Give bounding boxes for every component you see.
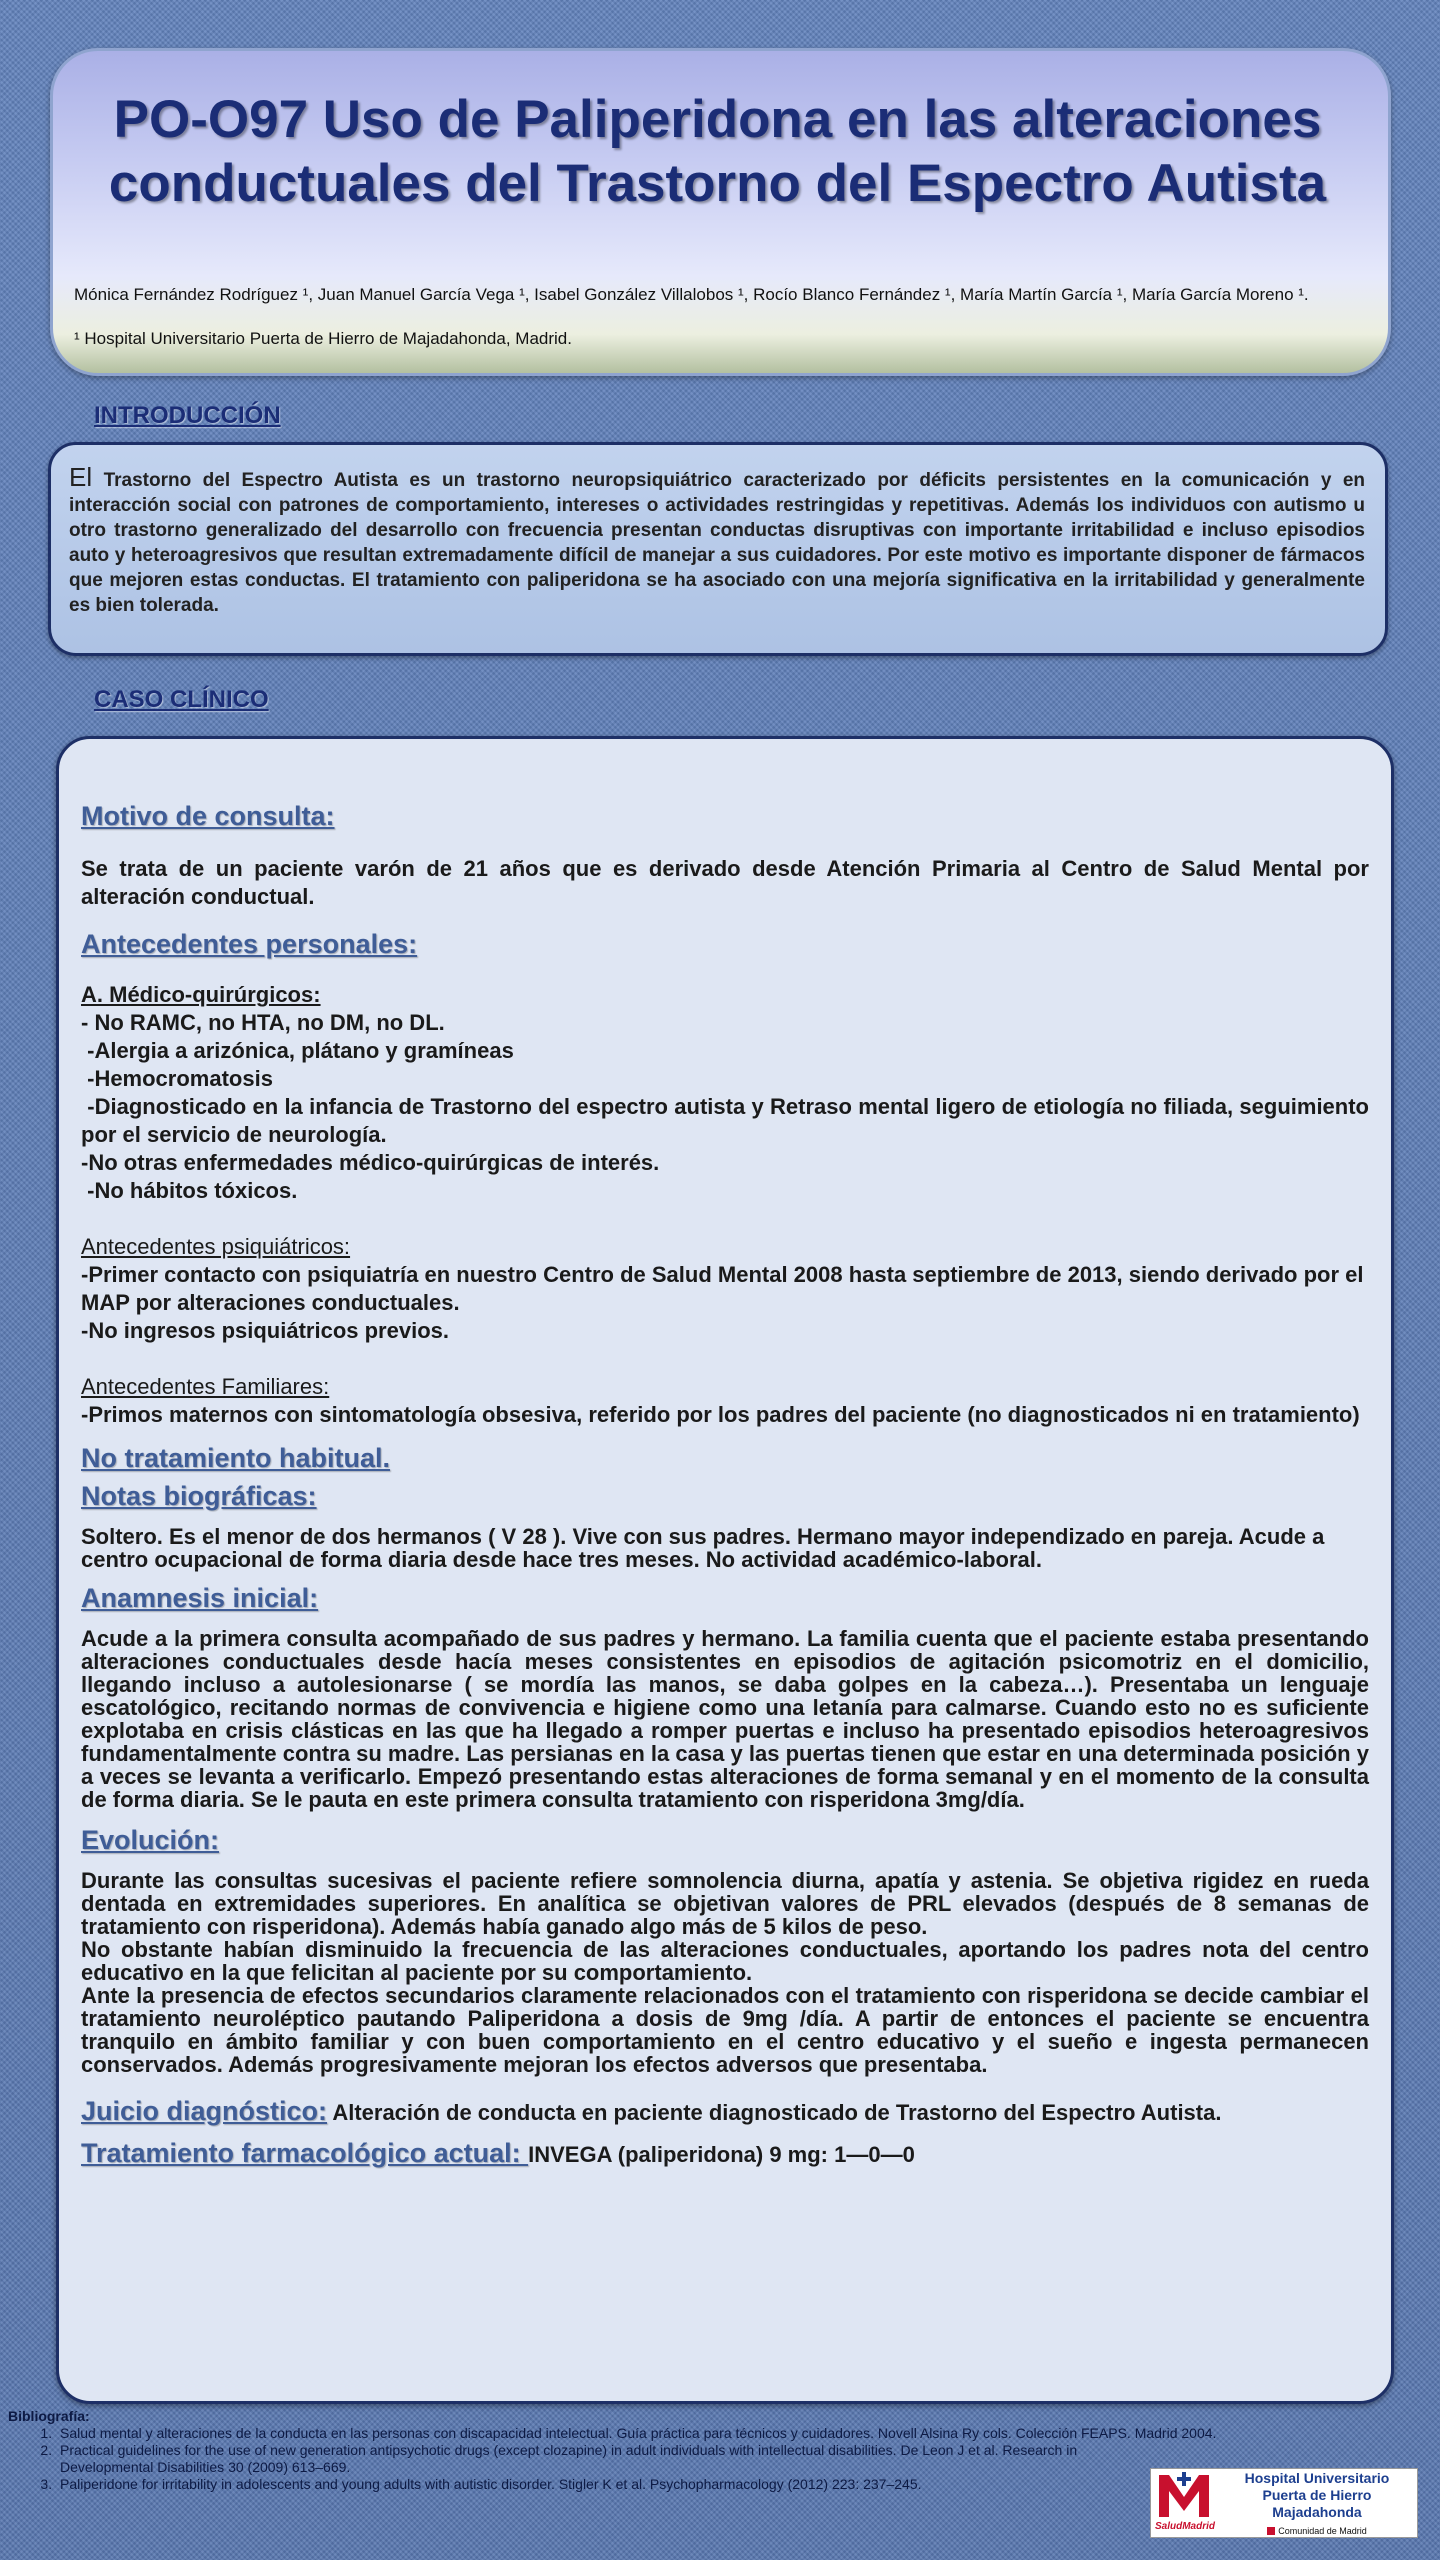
- medico-item: -No otras enfermedades médico-quirúrgicas de interés.: [81, 1150, 660, 1175]
- no-tratamiento-heading: No tratamiento habitual.: [81, 1443, 391, 1473]
- case-label: CASO CLÍNICO: [94, 686, 269, 713]
- authors: Mónica Fernández Rodríguez ¹, Juan Manuel García Vega ¹, Isabel González Villalobos ¹, Rocío Blanco Fernández ¹, María Martín García ¹, María García Moreno ¹.: [74, 285, 1309, 304]
- anamnesis-heading: Anamnesis inicial:: [81, 1583, 319, 1613]
- antecedentes-heading: Antecedentes personales:: [81, 929, 418, 959]
- motivo-heading: Motivo de consulta:: [81, 801, 335, 831]
- bibliography-item: 1. Salud mental y alteraciones de la conducta en las personas con discapacidad intelectual. Guía práctica para técnicos y cuidadores. Novell Alsina Ry cols. Colección FEAPS. Madrid 2004.: [56, 2425, 1388, 2442]
- logo-line-1: Hospital Universitario: [1244, 2469, 1390, 2486]
- juicio-heading: Juicio diagnóstico:: [81, 2096, 328, 2126]
- motivo-text: Se trata de un paciente varón de 21 años que es derivado desde Atención Primaria al Centro de Salud Mental por alteración conductual.: [81, 856, 1369, 909]
- hospital-logo: [1150, 2468, 1418, 2538]
- medico-item: -Diagnosticado en la infancia de Trastorno del espectro autista y Retraso mental ligero de etiología no filiada, seguimiento por el servicio de neurología.: [81, 1094, 1376, 1147]
- medico-item: -No hábitos tóxicos.: [81, 1178, 298, 1203]
- medico-item: -Hemocromatosis: [81, 1066, 273, 1091]
- logo-line-3-text: Comunidad de Madrid: [1278, 2525, 1367, 2536]
- hospital-logo-mark: [1151, 2469, 1217, 2537]
- case-box: [56, 736, 1394, 2404]
- tratamiento-heading: Tratamiento farmacológico actual:: [81, 2138, 529, 2168]
- evolucion-paragraph: No obstante habían disminuido la frecuencia de las alteraciones conductuales, aportando los padres nota del centro educativo en la que felicitan al paciente por su comportamiento.: [81, 1937, 1369, 1985]
- intro-box: [48, 442, 1388, 656]
- medico-heading: A. Médico-quirúrgicos:: [81, 982, 321, 1007]
- psiq-item: -Primer contacto con psiquiatría en nuestro Centro de Salud Mental 2008 hasta septiembre de 2013, siendo derivado por el MAP por alteraciones conductuales.: [81, 1262, 1364, 1315]
- intro-body: Trastorno del Espectro Autista es un trastorno neuropsiquiátrico caracterizado por déficits persistentes en la comunicación y en interacción social con patrones de comportamiento, intereses o actividades restringidas y repetitivas. Además los individuos con autismo u otro trastorno generalizado del desarrollo con frecuencia presentan conductas disruptivas con importante irritabilidad e incluso episodios auto y heteroagresivos que resultan extremadamente difícil de manejar a sus cuidadores. Por este motivo es importante disponer de fármacos que mejoren estas conductas. El tratamiento con paliperidona se ha asociado con una mejoría significativa en la irritabilidad y generalmente es bien tolerada.: [69, 470, 1365, 616]
- medico-item: -Alergia a arizónica, plátano y gramíneas: [81, 1038, 514, 1063]
- logo-line-3: [1217, 2525, 1417, 2537]
- salud-madrid-brand: SaludMadrid: [1155, 2521, 1216, 2532]
- fam-text: -Primos maternos con sintomatología obsesiva, referido por los padres del paciente (no diagnosticados ni en tratamiento): [81, 1402, 1360, 1427]
- psiq-item: -No ingresos psiquiátricos previos.: [81, 1318, 449, 1343]
- bibliography-title: Bibliografía:: [8, 2408, 90, 2424]
- affiliation: ¹ Hospital Universitario Puerta de Hierro de Majadahonda, Madrid.: [74, 329, 572, 348]
- notas-text: Soltero. Es el menor de dos hermanos ( V 28 ). Vive con sus padres. Hermano mayor independizado en pareja. Acude a centro ocupacional de forma diaria desde hace tres meses. No actividad académico-laboral.: [81, 1524, 1325, 1572]
- bibliography-item: 2. Practical guidelines for the use of new generation antipsychotic drugs (except clozapine) in adult individuals with intellectual disabilities. De Leon J et al. Research in Developmental Disabilities 30 (2009) 613–669.: [56, 2442, 1388, 2476]
- fam-heading: Antecedentes Familiares:: [81, 1374, 330, 1399]
- juicio-text: Alteración de conducta en paciente diagnosticado de Trastorno del Espectro Autista.: [327, 2100, 1222, 2125]
- psiq-heading: Antecedentes psiquiátricos:: [81, 1234, 351, 1259]
- juicio-row: [81, 2094, 1369, 2128]
- logo-line-2: Puerta de Hierro Majadahonda: [1262, 2486, 1372, 2520]
- tratamiento-text: INVEGA (paliperidona) 9 mg: 1—0—0: [528, 2142, 915, 2167]
- poster-title: PO-O97 Uso de Paliperidona en las alteraciones conductuales del Trastorno del Espectro Autista: [108, 90, 1327, 213]
- hospital-logo-text: [1217, 2470, 1417, 2537]
- intro-label: INTRODUCCIÓN: [94, 402, 281, 429]
- tratamiento-row: [81, 2136, 1369, 2170]
- anamnesis-text: Acude a la primera consulta acompañado de sus padres y hermano. La familia cuenta que el paciente estaba presentando alteraciones conductuales desde hacía meses consistentes en episodios de agitación psicomotriz en el domicilio, llegando incluso a autolesionarse ( se mordía las manos, se daba golpes en la cabeza…). Presentaba un lenguaje escatológico, recitando normas de convivencia e higiene como una letanía para calmarse. Cuando esto no es suficiente explotaba en crisis clásticas en las que ha llegado a romper puertas e incluso ha presentado episodios heteroagresivos fundamentalmente contra su madre. Las persianas en la casa y las puertas tienen que estar en una determinada posición y a veces se levanta a verificarlo. Empezó presentando estas alteraciones de forma semanal y en el momento de la consulta de forma diaria. Se le pauta en este primera consulta tratamiento con risperidona 3mg/día.: [81, 1626, 1369, 1812]
- notas-heading: Notas biográficas:: [81, 1481, 317, 1511]
- evolucion-paragraph: Durante las consultas sucesivas el paciente refiere somnolencia diurna, apatía y astenia. Se objetiva rigidez en rueda dentada en extremidades superiores. En analítica se objetivan valores de PRL elevados (después de 8 semanas de tratamiento con risperidona). Además había ganado algo más de 5 kilos de peso.: [81, 1868, 1369, 1939]
- intro-first-word: El: [69, 462, 93, 492]
- salud-madrid-icon: [1151, 2469, 1217, 2521]
- medico-item: - No RAMC, no HTA, no DM, no DL.: [81, 1010, 445, 1035]
- madrid-flag-icon: [1267, 2527, 1275, 2535]
- bibliography-item: 3. Paliperidone for irritability in adolescents and young adults with autistic disorder. Stigler K et al. Psychopharmacology (2012) 223: 237–245.: [56, 2476, 1388, 2493]
- intro-text: [69, 462, 1365, 618]
- evolucion-heading: Evolución:: [81, 1825, 220, 1855]
- evolucion-paragraph: Ante la presencia de efectos secundarios claramente relacionados con el tratamiento con risperidona se decide cambiar el tratamiento neuroléptico pautando Paliperidona a dosis de 9mg /día. A partir de entonces el paciente se encuentra tranquilo en ámbito familiar y con buen comportamiento en el centro educativo y el sueño e ingesta permanecen conservados. Además progresivamente mejoran los efectos adversos que presentaba.: [81, 1983, 1369, 2077]
